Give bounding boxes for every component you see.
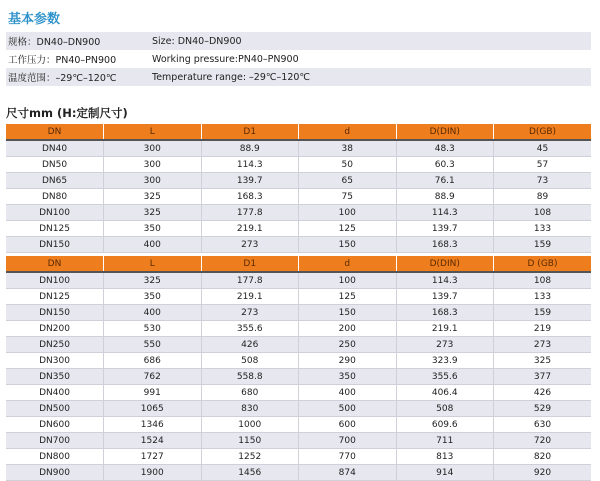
table-cell: 720 (494, 433, 592, 449)
table-cell: 159 (494, 237, 592, 253)
table-cell: 73 (494, 173, 592, 189)
table-cell: 108 (494, 272, 592, 289)
table-cell: 529 (494, 401, 592, 417)
table-cell: 1150 (201, 433, 299, 449)
table-cell: 88.9 (201, 140, 299, 157)
table-cell: DN350 (6, 369, 104, 385)
param-row-temperature (6, 68, 591, 86)
table-cell: DN800 (6, 449, 104, 465)
table-cell: 400 (104, 237, 202, 253)
table-row (6, 433, 591, 449)
table-cell: 1900 (104, 465, 202, 481)
table-cell: 168.3 (396, 237, 494, 253)
table-cell: 65 (299, 173, 397, 189)
column-header: D(DIN) (396, 124, 494, 140)
table-cell: 406.4 (396, 385, 494, 401)
table-cell: 920 (494, 465, 592, 481)
table-cell: DN900 (6, 465, 104, 481)
table-cell: 325 (104, 205, 202, 221)
table-cell: DN150 (6, 237, 104, 253)
table-cell: 159 (494, 305, 592, 321)
table-cell: 508 (201, 353, 299, 369)
pressure-cn: 工作压力：PN40–PN900 (8, 55, 117, 66)
table-cell: 325 (494, 353, 592, 369)
table-cell: 600 (299, 417, 397, 433)
table-cell: 139.7 (396, 221, 494, 237)
size-cn: 规格：DN40–DN900 (8, 37, 101, 48)
table-cell: DN50 (6, 157, 104, 173)
table-cell: 300 (104, 173, 202, 189)
table-cell: 377 (494, 369, 592, 385)
table-cell: 508 (396, 401, 494, 417)
table-cell: 75 (299, 189, 397, 205)
column-header: D(DIN) (396, 256, 494, 272)
table-cell: 219 (494, 321, 592, 337)
table-row (6, 221, 591, 237)
table-cell: 139.7 (396, 289, 494, 305)
table-cell: 426 (201, 337, 299, 353)
table-cell: 133 (494, 221, 592, 237)
table-row (6, 140, 591, 157)
table-cell: 219.1 (201, 221, 299, 237)
table-row (6, 385, 591, 401)
table-cell: 150 (299, 237, 397, 253)
table-cell: 60.3 (396, 157, 494, 173)
table-row (6, 369, 591, 385)
dimensions-table-large (6, 256, 591, 481)
table-cell: 400 (104, 305, 202, 321)
table-row (6, 321, 591, 337)
table-cell: 273 (201, 305, 299, 321)
table-cell: DN125 (6, 221, 104, 237)
table-cell: 168.3 (201, 189, 299, 205)
table-cell: 426 (494, 385, 592, 401)
table-row (6, 337, 591, 353)
table-cell: 500 (299, 401, 397, 417)
table-cell: DN500 (6, 401, 104, 417)
table-row (6, 449, 591, 465)
table-cell: DN100 (6, 272, 104, 289)
table-cell: 1456 (201, 465, 299, 481)
table-row (6, 237, 591, 253)
table-row (6, 401, 591, 417)
column-header: L (104, 124, 202, 140)
table-cell: 686 (104, 353, 202, 369)
table-cell: 177.8 (201, 205, 299, 221)
column-header: DN (6, 256, 104, 272)
table-cell: 114.3 (396, 272, 494, 289)
table-cell: DN80 (6, 189, 104, 205)
table-cell: 114.3 (201, 157, 299, 173)
table-cell: 914 (396, 465, 494, 481)
table-row (6, 173, 591, 189)
table-cell: 325 (104, 189, 202, 205)
table-row (6, 353, 591, 369)
table-row (6, 157, 591, 173)
table-cell: 250 (299, 337, 397, 353)
column-header: D1 (201, 124, 299, 140)
table-cell: DN300 (6, 353, 104, 369)
table-cell: 550 (104, 337, 202, 353)
table-cell: DN125 (6, 289, 104, 305)
table-cell: 108 (494, 205, 592, 221)
table-cell: DN40 (6, 140, 104, 157)
table-cell: 139.7 (201, 173, 299, 189)
table-cell: 323.9 (396, 353, 494, 369)
table-cell: 273 (201, 237, 299, 253)
table-cell: 290 (299, 353, 397, 369)
table-cell: 874 (299, 465, 397, 481)
table-cell: 813 (396, 449, 494, 465)
table-cell: 350 (299, 369, 397, 385)
table-cell: 770 (299, 449, 397, 465)
column-header: D(GB) (494, 124, 592, 140)
table-cell: 125 (299, 221, 397, 237)
temperature-en: Temperature range: –29℃–120℃ (152, 71, 311, 83)
table-cell: 219.1 (396, 321, 494, 337)
table-header-row (6, 124, 591, 140)
column-header: L (104, 256, 202, 272)
table-cell: 609.6 (396, 417, 494, 433)
column-header: D1 (201, 256, 299, 272)
table-row (6, 272, 591, 289)
table-cell: DN100 (6, 205, 104, 221)
table-cell: 50 (299, 157, 397, 173)
table-row (6, 465, 591, 481)
dimensions-title: 尺寸mm (H:定制尺寸) (6, 106, 128, 120)
column-header: d (299, 256, 397, 272)
table-cell: DN250 (6, 337, 104, 353)
table-cell: 830 (201, 401, 299, 417)
table-cell: 88.9 (396, 189, 494, 205)
table-cell: DN700 (6, 433, 104, 449)
table-cell: 991 (104, 385, 202, 401)
table-cell: 300 (104, 157, 202, 173)
table-cell: 89 (494, 189, 592, 205)
pressure-en: Working pressure:PN40–PN900 (152, 53, 299, 65)
table-cell: 57 (494, 157, 592, 173)
table-cell: 711 (396, 433, 494, 449)
table-row (6, 189, 591, 205)
table-cell: 1346 (104, 417, 202, 433)
table-row (6, 289, 591, 305)
table-cell: 114.3 (396, 205, 494, 221)
table-cell: DN65 (6, 173, 104, 189)
table-row (6, 305, 591, 321)
table-cell: 350 (104, 289, 202, 305)
table-cell: DN400 (6, 385, 104, 401)
table-cell: 1000 (201, 417, 299, 433)
table-cell: 300 (104, 140, 202, 157)
table-cell: 76.1 (396, 173, 494, 189)
table-cell: 350 (104, 221, 202, 237)
table-cell: 200 (299, 321, 397, 337)
column-header: D (GB) (494, 256, 592, 272)
dimensions-table-small (6, 124, 591, 253)
table-cell: 273 (396, 337, 494, 353)
table-cell: 219.1 (201, 289, 299, 305)
table-cell: 762 (104, 369, 202, 385)
table-cell: 355.6 (396, 369, 494, 385)
table-cell: 150 (299, 305, 397, 321)
section-title: 基本参数 (8, 12, 61, 27)
table-cell: 680 (201, 385, 299, 401)
table-cell: 1727 (104, 449, 202, 465)
column-header: DN (6, 124, 104, 140)
table-cell: 38 (299, 140, 397, 157)
table-cell: 177.8 (201, 272, 299, 289)
table-cell: 820 (494, 449, 592, 465)
table-cell: 325 (104, 272, 202, 289)
column-header: d (299, 124, 397, 140)
table-cell: 273 (494, 337, 592, 353)
table-cell: 1252 (201, 449, 299, 465)
table-cell: 400 (299, 385, 397, 401)
table-cell: 100 (299, 272, 397, 289)
basic-params (6, 32, 591, 86)
param-row-size (6, 32, 591, 50)
table-header-row (6, 256, 591, 272)
table-cell: 558.8 (201, 369, 299, 385)
temperature-cn: 温度范围：–29℃–120℃ (8, 73, 117, 84)
table-cell: 1065 (104, 401, 202, 417)
table-cell: 48.3 (396, 140, 494, 157)
table-cell: 700 (299, 433, 397, 449)
table-cell: 1524 (104, 433, 202, 449)
size-en: Size: DN40–DN900 (152, 35, 242, 47)
table-cell: 530 (104, 321, 202, 337)
table-cell: 133 (494, 289, 592, 305)
table-cell: 355.6 (201, 321, 299, 337)
table-cell: DN600 (6, 417, 104, 433)
table-cell: DN200 (6, 321, 104, 337)
table-cell: 630 (494, 417, 592, 433)
param-row-pressure (6, 50, 591, 68)
table-cell: 45 (494, 140, 592, 157)
table-cell: DN150 (6, 305, 104, 321)
table-cell: 168.3 (396, 305, 494, 321)
table-row (6, 205, 591, 221)
table-cell: 125 (299, 289, 397, 305)
table-row (6, 417, 591, 433)
table-cell: 100 (299, 205, 397, 221)
